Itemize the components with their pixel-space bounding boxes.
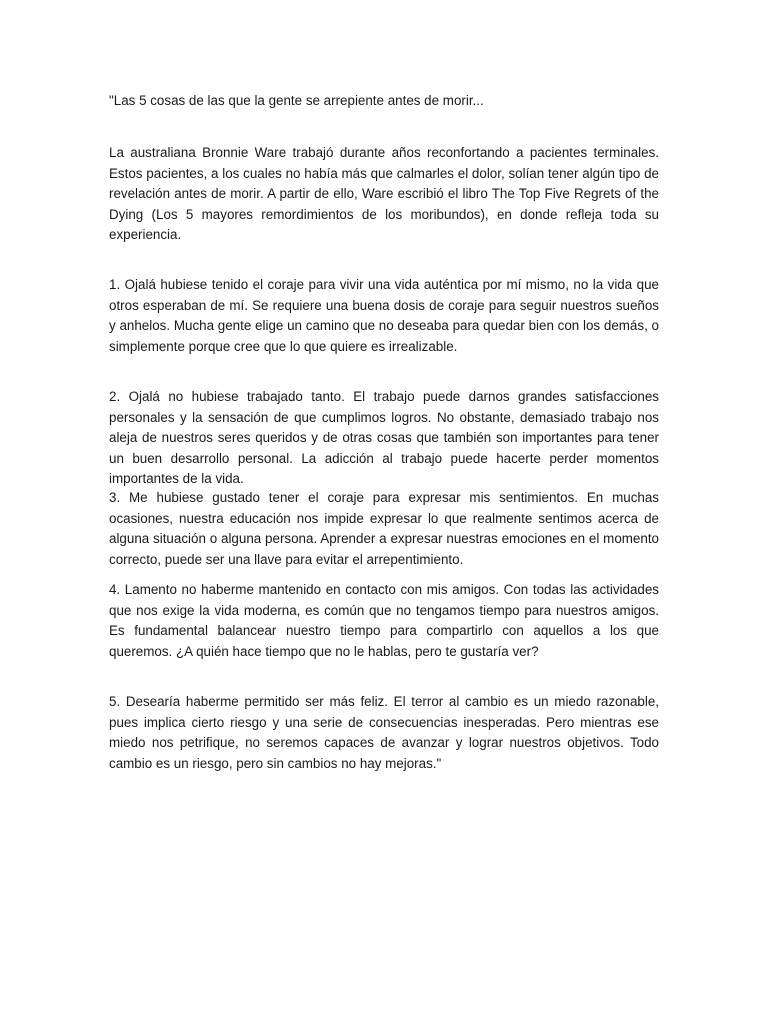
document-title: "Las 5 cosas de las que la gente se arrepiente antes de morir...	[109, 93, 484, 108]
regret-paragraph-4: 4. Lamento no haberme mantenido en contacto con mis amigos. Con todas las actividades que nos exige la vida moderna, es común que no tengamos tiempo para nuestros amigos. Es fundamental balancear nuestro tiempo para compartirlo con aquellos a los que queremos. ¿A quién hace tiempo que no le hablas, pero te gustaría ver?	[109, 582, 659, 659]
regret-paragraph-3: 3. Me hubiese gustado tener el coraje para expresar mis sentimientos. En muchas ocasiones, nuestra educación nos impide expresar lo que realmente sentimos acerca de alguna situación o alguna persona. Aprender a expresar nuestras emociones en el momento correcto, puede ser una llave para evitar el arrepentimiento.	[109, 490, 659, 567]
intro-paragraph: La australiana Bronnie Ware trabajó durante años reconfortando a pacientes terminales. Estos pacientes, a los cuales no había más que calmarles el dolor, solían tener algún tipo de revelación antes de morir. A partir de ello, Ware escribió el libro The Top Five Regrets of the Dying (Los 5 mayores remordimientos de los moribundos), en donde refleja toda su experiencia.	[109, 145, 659, 243]
regret-paragraph-5: 5. Desearía haberme permitido ser más feliz. El terror al cambio es un miedo razonable, pues implica cierto riesgo y una serie de consecuencias inesperadas. Pero mientras ese miedo nos petrifique, no seremos capaces de avanzar y lograr nuestros objetivos. Todo cambio es un riesgo, pero sin cambios no hay mejoras."	[109, 694, 659, 771]
regret-paragraph-1: 1. Ojalá hubiese tenido el coraje para vivir una vida auténtica por mí mismo, no la vida que otros esperaban de mí. Se requiere una buena dosis de coraje para seguir nuestros sueños y anhelos. Mucha gente elige un camino que no deseaba para quedar bien con los demás, o simplemente porque cree que lo que quiere es irrealizable.	[109, 277, 659, 354]
regret-paragraph-2: 2. Ojalá no hubiese trabajado tanto. El trabajo puede darnos grandes satisfacciones personales y la sensación de que cumplimos logros. No obstante, demasiado trabajo nos aleja de nuestros seres queridos y de otras cosas que también son importantes para tener un buen desarrollo personal. La adicción al trabajo puede hacerte perder momentos importantes de la vida.	[109, 389, 659, 487]
